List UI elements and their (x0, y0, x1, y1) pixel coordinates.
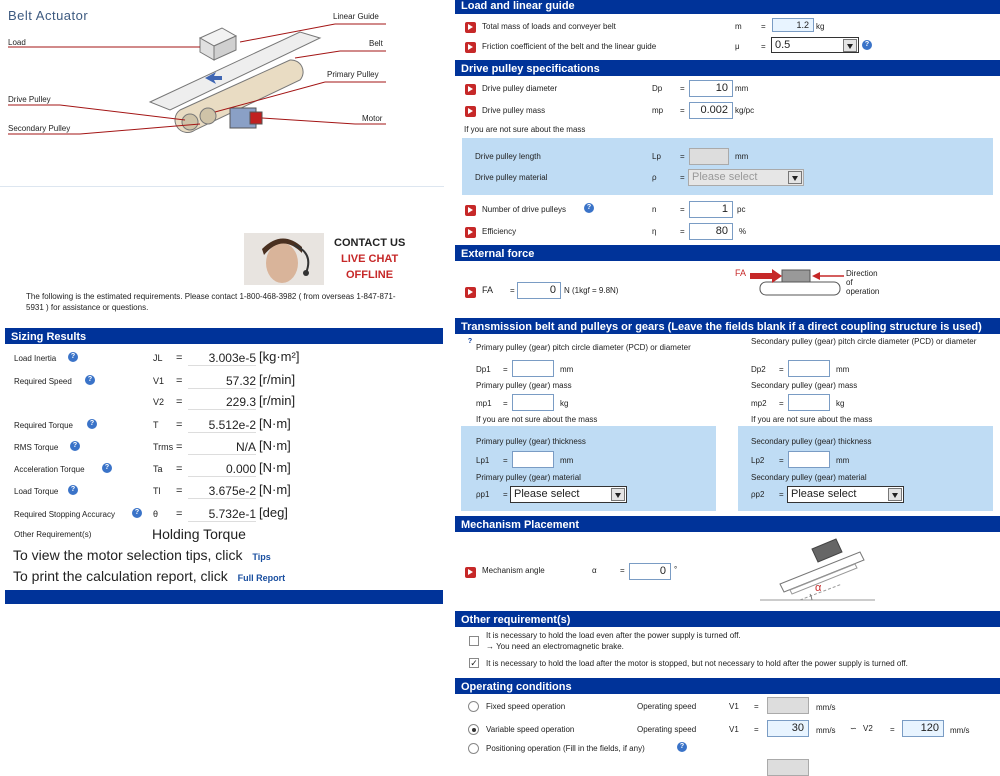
secondary-mat-label: Secondary pulley (gear) material (751, 473, 867, 482)
drive-eff-label: Efficiency (482, 227, 517, 236)
full-report-link[interactable]: Full Report (237, 573, 286, 583)
primary-pcd-input[interactable] (512, 360, 554, 377)
result-symbol: Tl (153, 486, 161, 496)
mass-label: Total mass of loads and conveyer belt (482, 22, 616, 31)
hold-after-power-off-checkbox[interactable] (469, 636, 479, 646)
secondary-thick-label: Secondary pulley (gear) thickness (751, 437, 872, 446)
equals: = (176, 508, 183, 520)
primary-thick-unit: mm (560, 456, 574, 465)
result-value: 57.32 (188, 374, 256, 389)
equals: = (680, 152, 685, 161)
equals: = (680, 173, 685, 182)
equals: = (779, 456, 784, 465)
drive-optional-panel (462, 138, 993, 195)
mass-unit: kg (816, 22, 825, 31)
result-label: Required Torque (14, 421, 74, 430)
external-unit: N (1kgf = 9.8N) (564, 286, 619, 295)
equals: = (176, 352, 183, 364)
result-label: Required Speed (14, 377, 72, 386)
result-symbol: θ (153, 509, 159, 519)
contact-note: The following is the estimated requirements. Please contact 1-800-468-3982 ( from overseas 1-847-871-5931 ) for assistance or questions. (26, 292, 396, 312)
equals: = (890, 725, 895, 734)
fixed-speed-operating-label: Operating speed (637, 702, 697, 711)
brake-note: → You need an electromagnetic brake. (486, 642, 624, 651)
primary-mass-symbol: mp1 (476, 399, 492, 408)
arrow-icon (465, 42, 476, 53)
result-value: 3.675e-2 (188, 484, 256, 499)
result-unit: [N·m] (259, 438, 291, 453)
equals: = (779, 490, 784, 499)
drive-len-symbol: Lp (652, 152, 661, 161)
external-symbol: FA (482, 285, 494, 295)
variable-speed-label: Variable speed operation (486, 725, 575, 734)
secondary-pcd-symbol: Dp2 (751, 365, 766, 374)
secondary-unsure-note: If you are not sure about the mass (751, 415, 873, 424)
arrow-icon (465, 227, 476, 238)
chevron-down-icon (611, 488, 625, 501)
equals: = (503, 399, 508, 408)
drive-unsure-note: If you are not sure about the mass (464, 125, 586, 134)
hold-after-power-off-label: It is necessary to hold the load even after the power supply is turned off. (486, 631, 741, 640)
arrow-icon (465, 287, 476, 298)
result-value: N/A (188, 440, 256, 455)
external-force-diagram (730, 262, 850, 300)
drive-mat-symbol: ρ (652, 173, 657, 182)
equals: = (680, 205, 685, 214)
tips-line (13, 547, 271, 563)
divider (0, 186, 444, 187)
secondary-pcd-unit: mm (836, 365, 850, 374)
direction-of-operation: Direction of operation (846, 269, 880, 296)
contact-status: OFFLINE (346, 269, 394, 281)
primary-mass-label: Primary pulley (gear) mass (476, 381, 572, 390)
help-icon[interactable]: ? (465, 337, 475, 347)
help-icon[interactable]: ? (68, 352, 78, 362)
label-primary-pulley: Primary Pulley (327, 70, 379, 79)
equals: = (620, 566, 625, 575)
result-symbol: Ta (153, 464, 163, 474)
tips-text: To view the motor selection tips, click (13, 547, 243, 563)
report-text: To print the calculation report, click (13, 568, 228, 584)
variable-speed-operating-label: Operating speed (637, 725, 697, 734)
help-icon[interactable]: ? (862, 40, 872, 50)
secondary-mass-symbol: mp2 (751, 399, 767, 408)
equals: = (680, 227, 685, 236)
primary-mat-label: Primary pulley (gear) material (476, 473, 581, 482)
primary-unsure-note: If you are not sure about the mass (476, 415, 598, 424)
equals: = (176, 375, 183, 387)
drive-mass-input[interactable]: 0.002 (689, 102, 733, 119)
hold-after-stop-checkbox[interactable]: ✓ (470, 658, 478, 668)
positioning-radio[interactable] (468, 743, 479, 754)
secondary-mass-unit: kg (836, 399, 845, 408)
equals: = (503, 365, 508, 374)
other-header: Other requirement(s) (455, 611, 1000, 627)
fixed-speed-unit: mm/s (816, 703, 836, 712)
label-linear-guide: Linear Guide (333, 12, 379, 21)
variable-v2-symbol: V2 (863, 724, 873, 733)
contact-title: CONTACT US (334, 237, 406, 249)
result-symbol: T (153, 420, 159, 430)
equals: = (176, 441, 183, 453)
secondary-mass-label: Secondary pulley (gear) mass (751, 381, 858, 390)
label-motor: Motor (362, 114, 383, 123)
label-drive-pulley: Drive Pulley (8, 95, 51, 104)
result-value: 229.3 (188, 395, 256, 410)
primary-mass-input[interactable] (512, 394, 554, 411)
alpha-label: α (815, 582, 822, 594)
hold-after-stop-label: It is necessary to hold the load after the motor is stopped, but not necessary to hold after the power supply is turned off. (486, 659, 908, 668)
help-icon[interactable]: ? (102, 463, 112, 473)
result-symbol: JL (153, 353, 163, 363)
equals: = (176, 463, 183, 475)
friction-label: Friction coefficient of the belt and the linear guide (482, 42, 657, 51)
report-line (13, 568, 285, 584)
contact-banner[interactable] (244, 233, 412, 285)
variable-v1-symbol: V1 (729, 725, 739, 734)
drive-mat-label: Drive pulley material (475, 173, 548, 182)
chevron-down-icon (843, 39, 857, 52)
actuator-title: Belt Actuator (8, 8, 89, 23)
friction-symbol: μ (735, 42, 740, 51)
result-label: Acceleration Torque (14, 465, 85, 474)
equals: = (680, 84, 685, 93)
drive-len-input[interactable] (689, 148, 729, 165)
secondary-mat-symbol: ρp2 (751, 490, 765, 499)
help-icon[interactable]: ? (677, 742, 687, 752)
result-unit: [r/min] (259, 372, 296, 387)
result-label: Required Stopping Accuracy (14, 510, 115, 519)
help-icon[interactable]: ? (70, 441, 80, 451)
force-diagram-label: FA (735, 268, 747, 278)
arrow-icon (465, 84, 476, 95)
fixed-speed-input[interactable] (767, 697, 809, 714)
drive-num-unit: pc (737, 205, 746, 214)
primary-mass-unit: kg (560, 399, 569, 408)
mass-input[interactable]: 1.2 (772, 18, 814, 32)
label-load: Load (8, 38, 26, 47)
help-icon[interactable]: ? (85, 375, 95, 385)
belt-actuator-diagram (0, 20, 400, 140)
equals: = (761, 42, 766, 51)
positioning-input[interactable] (767, 759, 809, 776)
result-label: Load Torque (14, 487, 59, 496)
arrow-icon (465, 106, 476, 117)
load-header: Load and linear guide (455, 0, 1000, 14)
drive-dia-label: Drive pulley diameter (482, 84, 558, 93)
equals: = (779, 399, 784, 408)
primary-thick-input[interactable] (512, 451, 554, 468)
placement-header: Mechanism Placement (455, 516, 1000, 532)
equals: = (503, 456, 508, 465)
equals: = (779, 365, 784, 374)
secondary-material-select[interactable]: Please select (787, 486, 904, 503)
range-tilde: ∽ (850, 724, 857, 733)
friction-select[interactable]: 0.5 (771, 37, 859, 53)
help-icon[interactable]: ? (68, 485, 78, 495)
result-value: 3.003e-5 (188, 351, 256, 366)
label-secondary-pulley: Secondary Pulley (8, 124, 71, 133)
equals: = (176, 396, 183, 408)
drive-len-label: Drive pulley length (475, 152, 541, 161)
drive-material-select[interactable]: Please select (688, 169, 804, 186)
other-requirement-label: Other Requirement(s) (14, 530, 92, 539)
drive-num-symbol: n (652, 205, 657, 214)
chevron-down-icon (888, 488, 902, 501)
drive-len-unit: mm (735, 152, 749, 161)
angle-input[interactable]: 0 (629, 563, 671, 580)
equals: = (503, 490, 508, 499)
result-unit: [deg] (259, 505, 288, 520)
result-unit: [N·m] (259, 460, 291, 475)
drive-eff-unit: % (739, 227, 747, 236)
secondary-pcd-label: Secondary pulley (gear) pitch circle diameter (PCD) or diameter (751, 337, 977, 346)
label-belt: Belt (369, 39, 383, 48)
positioning-label: Positioning operation (Fill in the fields, if any) (486, 744, 645, 753)
results-footer-bar (5, 590, 443, 604)
result-unit: [kg·m²] (259, 349, 300, 364)
equals: = (176, 419, 183, 431)
v1-input[interactable]: 30 (767, 720, 809, 737)
mass-symbol: m (735, 22, 742, 31)
fixed-speed-radio[interactable] (468, 701, 479, 712)
drive-dia-input[interactable]: 10 (689, 80, 733, 97)
contact-chat: LIVE CHAT (341, 253, 399, 265)
result-symbol: V1 (153, 376, 165, 386)
equals: = (754, 725, 759, 734)
fixed-speed-label: Fixed speed operation (486, 702, 566, 711)
primary-material-select[interactable]: Please select (510, 486, 627, 503)
tips-link[interactable]: Tips (252, 552, 271, 562)
drive-num-input[interactable]: 1 (689, 201, 733, 218)
result-unit: [N·m] (259, 482, 291, 497)
equals: = (754, 702, 759, 711)
secondary-pcd-input[interactable] (788, 360, 830, 377)
result-unit: [N·m] (259, 416, 291, 431)
chevron-down-icon (788, 171, 802, 184)
equals: = (510, 286, 515, 295)
secondary-mass-input[interactable] (788, 394, 830, 411)
arrow-icon (465, 205, 476, 216)
result-symbol: V2 (153, 397, 165, 407)
result-label: Load Inertia (14, 354, 57, 363)
help-icon[interactable]: ? (132, 508, 142, 518)
drive-dia-unit: mm (735, 84, 749, 93)
external-header: External force (455, 245, 1000, 261)
external-force-input[interactable]: 0 (517, 282, 561, 299)
drive-header: Drive pulley specifications (455, 60, 1000, 76)
sizing-results-header: Sizing Results (5, 328, 443, 344)
angle-symbol: α (592, 566, 597, 575)
result-value: 0.000 (188, 462, 256, 477)
equals: = (761, 22, 766, 31)
secondary-thick-input[interactable] (788, 451, 830, 468)
transmission-header: Transmission belt and pulleys or gears (Leave the fields blank if a direct coupling structure is used) ? (455, 318, 1000, 334)
drive-mass-label: Drive pulley mass (482, 106, 546, 115)
primary-pcd-unit: mm (560, 365, 574, 374)
secondary-thick-symbol: Lp2 (751, 456, 765, 465)
help-icon[interactable]: ? (87, 419, 97, 429)
equals: = (680, 106, 685, 115)
help-icon[interactable]: ? (584, 203, 594, 213)
fixed-v1-symbol: V1 (729, 702, 739, 711)
primary-pcd-symbol: Dp1 (476, 365, 491, 374)
support-agent-photo (244, 233, 324, 285)
result-value: 5.512e-2 (188, 418, 256, 433)
angle-label: Mechanism angle (482, 566, 545, 575)
result-unit: [r/min] (259, 393, 296, 408)
drive-num-label: Number of drive pulleys (482, 205, 567, 214)
drive-eff-symbol: η (652, 227, 657, 236)
primary-thick-symbol: Lp1 (476, 456, 490, 465)
arrow-icon (465, 22, 476, 33)
primary-thick-label: Primary pulley (gear) thickness (476, 437, 586, 446)
angle-unit: ° (674, 565, 678, 574)
drive-dia-symbol: Dp (652, 84, 663, 93)
result-label: RMS Torque (14, 443, 59, 452)
result-symbol: Trms (153, 442, 174, 452)
equals: = (176, 485, 183, 497)
drive-mass-symbol: mp (652, 106, 664, 115)
primary-pcd-label: Primary pulley (gear) pitch circle diameter (PCD) or diameter (476, 343, 691, 352)
operating-header: Operating conditions (455, 678, 1000, 694)
v1-unit: mm/s (816, 726, 836, 735)
primary-mat-symbol: ρp1 (476, 490, 490, 499)
drive-mass-unit: kg/pc (735, 106, 755, 115)
other-requirement-value: Holding Torque (152, 526, 246, 542)
result-value: 5.732e-1 (188, 507, 256, 522)
arrow-icon (465, 567, 476, 578)
v2-input[interactable]: 120 (902, 720, 944, 737)
v2-unit: mm/s (950, 726, 970, 735)
secondary-thick-unit: mm (836, 456, 850, 465)
variable-speed-radio[interactable] (468, 724, 479, 735)
drive-eff-input[interactable]: 80 (689, 223, 733, 240)
